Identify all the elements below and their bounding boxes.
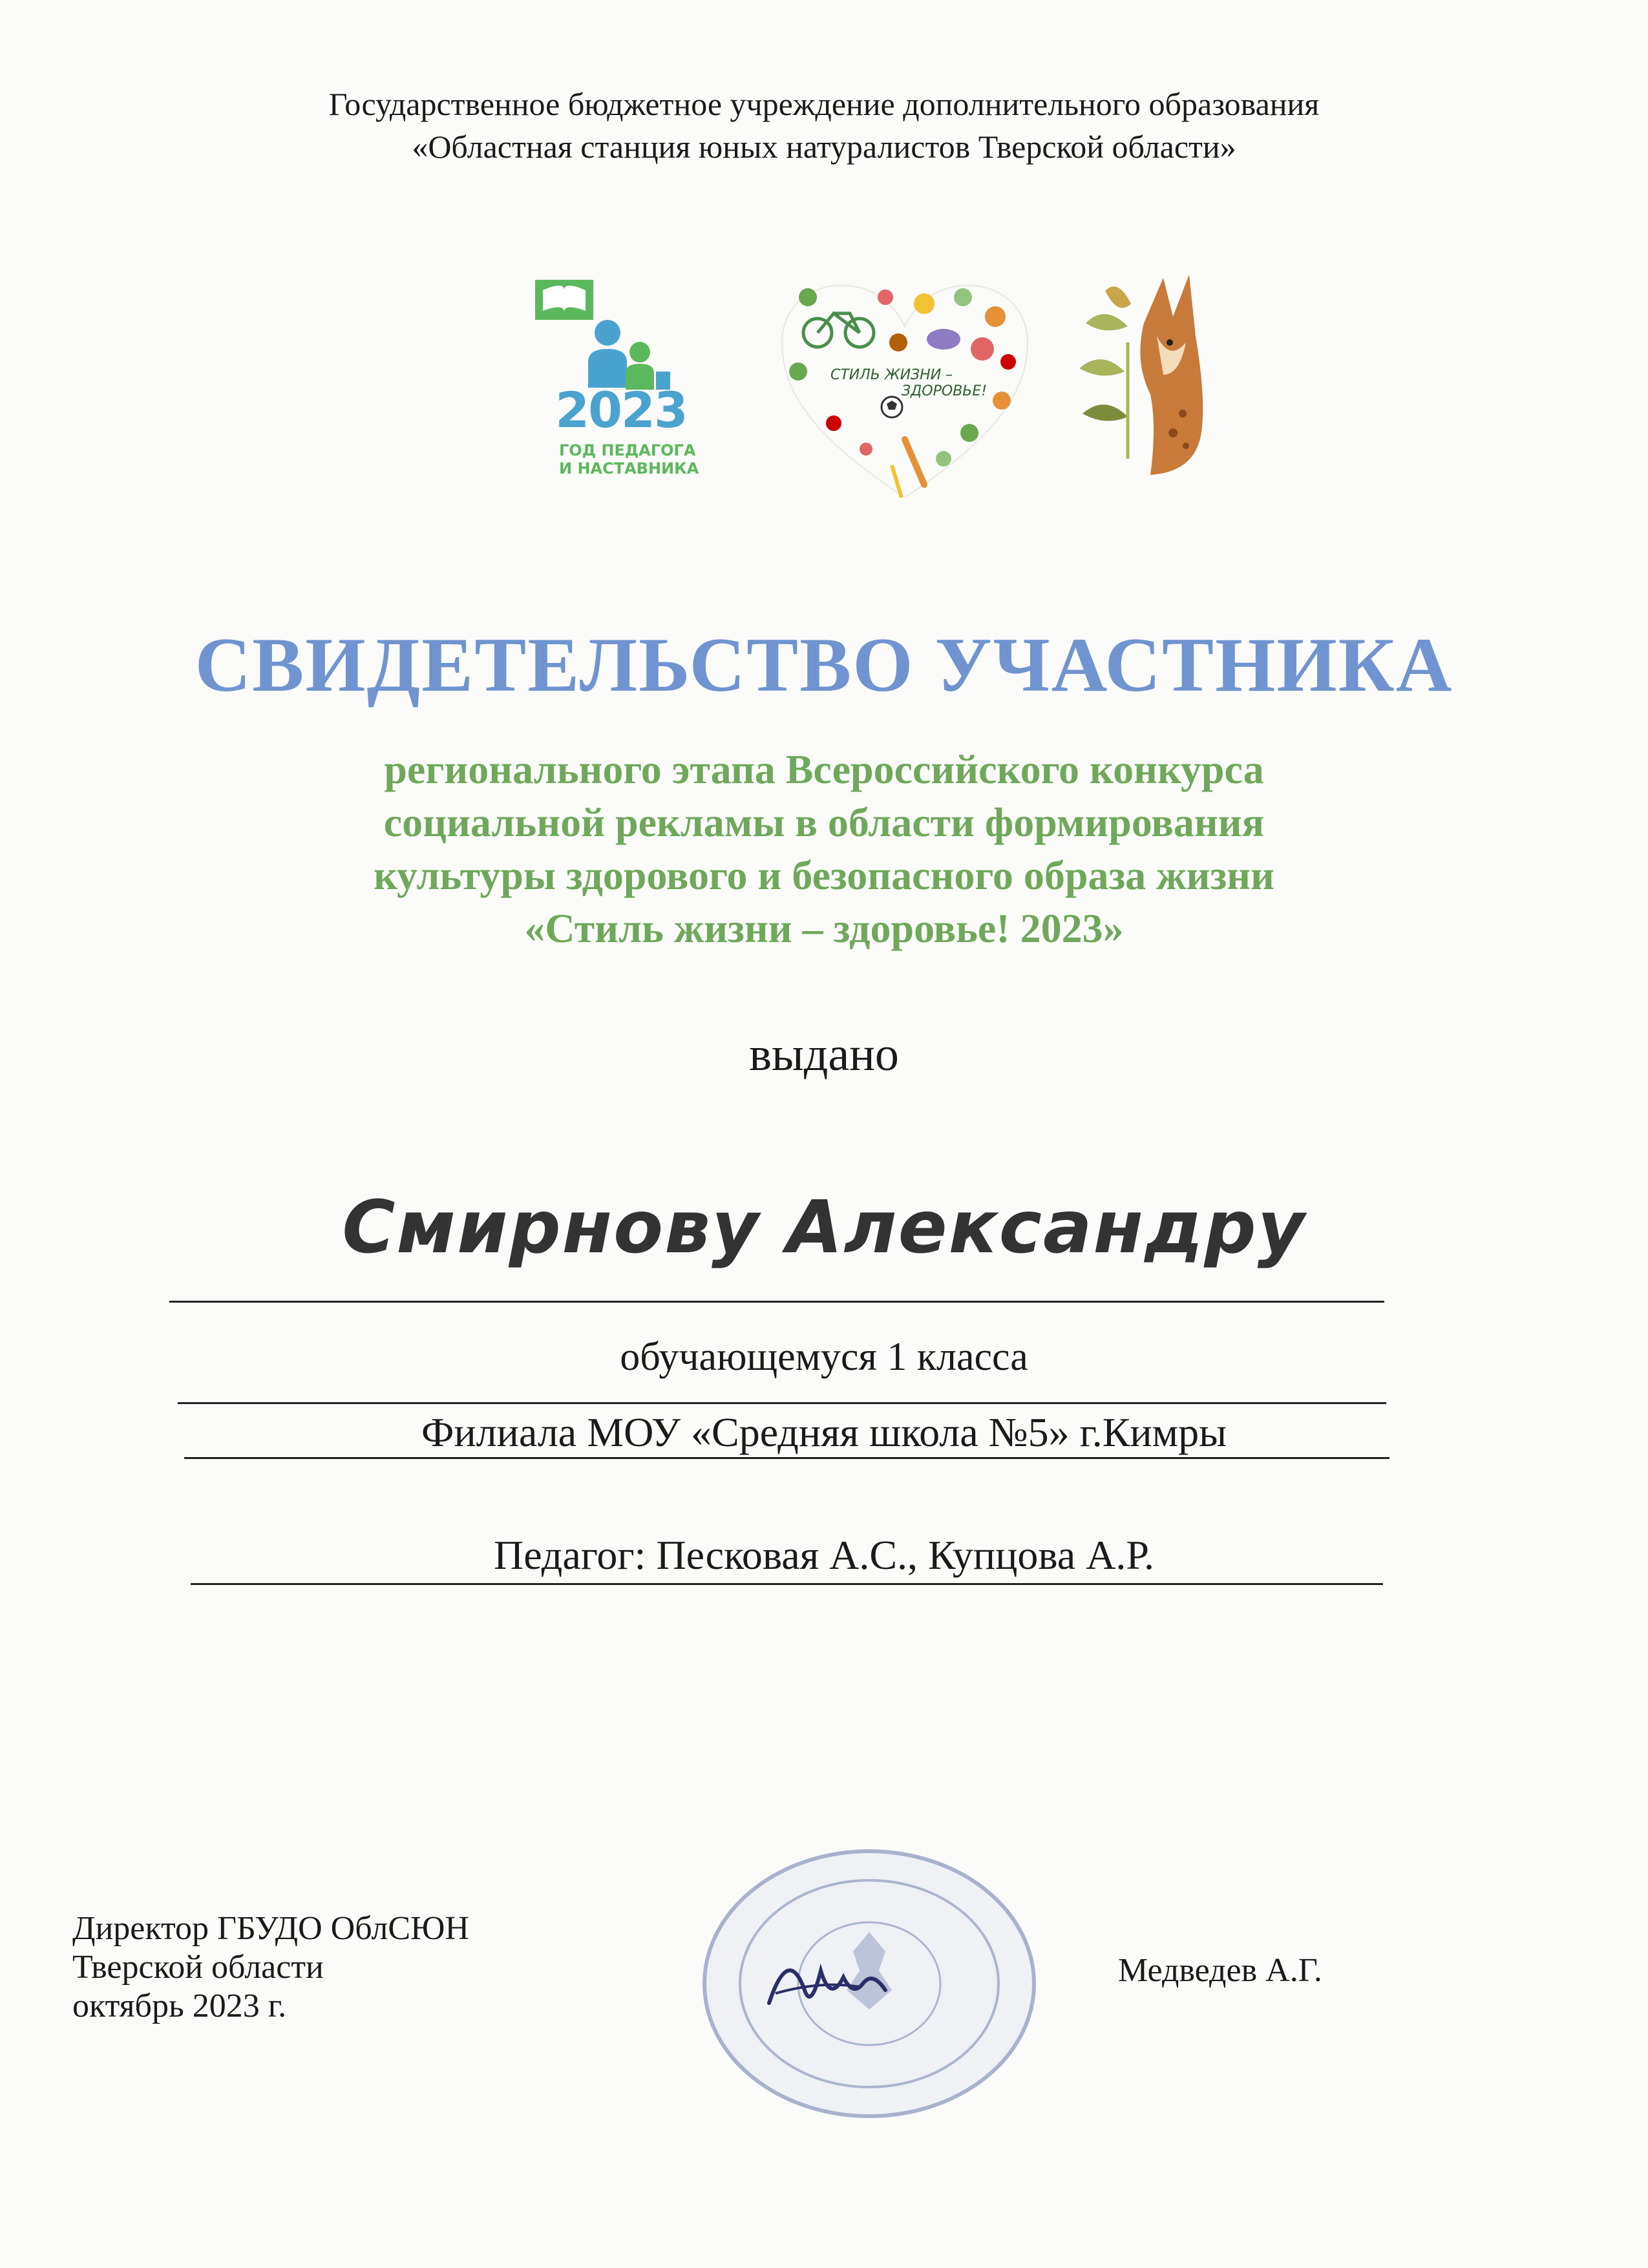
director-title: Директор ГБУДО ОблСЮН [72, 1910, 470, 1947]
year-caption-line-1: ГОД ПЕДАГОГА [559, 441, 696, 459]
school-underline [184, 1457, 1389, 1459]
issuer-line-1: Государственное бюджетное учреждение дополнительного образования [328, 86, 1320, 122]
recipient-underline [169, 1301, 1384, 1303]
year-number: 2023 [555, 381, 687, 439]
signer-name: Медведев А.Г. [1118, 1952, 1322, 1989]
teacher-underline [191, 1583, 1383, 1585]
contest-line-2: социальной рекламы в области формирования [383, 799, 1265, 845]
heart-text [830, 367, 1011, 399]
heart-text-line-1: СТИЛЬ ЖИЗНИ – [830, 367, 953, 383]
contest-line-3: культуры здорового и безопасного образа жизни [374, 852, 1274, 898]
issuer-line-2: «Областная станция юных натуралистов Тверской области» [412, 129, 1236, 165]
heart-text-line-2: ЗДОРОВЬЕ! [902, 383, 988, 399]
recipient-school: Филиала МОУ «Средняя школа №5» г.Кимры [421, 1409, 1227, 1455]
stamp-seal-icon [692, 1842, 1053, 2126]
issue-date: октябрь 2023 г. [72, 1988, 287, 2024]
certificate-title: СВИДЕТЕЛЬСТВО УЧАСТНИКА [195, 622, 1453, 708]
contest-description [97, 743, 1551, 955]
teacher-names: Педагог: Песковая А.С., Купцова А.Р. [494, 1532, 1154, 1578]
official-stamp [692, 1842, 1053, 2126]
recipient-name: Смирнову Александру [342, 1186, 1306, 1270]
healthy-lifestyle-heart-logo [769, 271, 1041, 510]
year-caption [559, 441, 699, 478]
recipient-grade: обучающемуся 1 класса [620, 1335, 1028, 1379]
director-block [72, 1909, 469, 2026]
issuer-header [0, 83, 1648, 168]
contest-line-4: «Стиль жизни – здоровье! 2023» [524, 905, 1124, 951]
director-region: Тверской области [72, 1949, 324, 1986]
grade-underline [178, 1402, 1386, 1404]
issued-label: выдано [749, 1028, 899, 1081]
fox-icon [1066, 265, 1221, 485]
fox-logo [1066, 265, 1221, 485]
year-caption-line-2: И НАСТАВНИКА [559, 459, 699, 478]
contest-line-1: регионального этапа Всероссийского конкурса [384, 746, 1264, 792]
year-of-teacher-logo [523, 275, 717, 488]
